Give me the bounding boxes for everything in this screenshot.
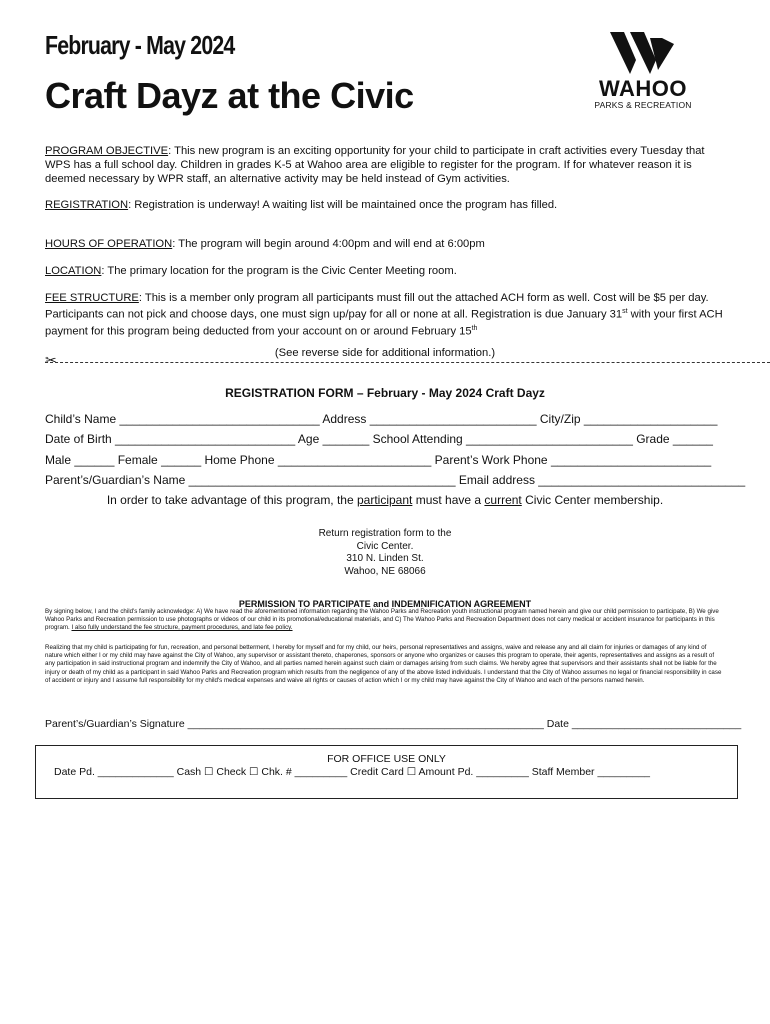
membership-participant: participant (357, 493, 413, 507)
registration-text: : Registration is underway! A waiting list will be maintained once the program has filled. (128, 199, 558, 211)
fee-sup-2: th (471, 324, 478, 332)
permission-para-1 (45, 608, 725, 633)
office-use-box (35, 745, 738, 799)
objective-text: : This new program is an exciting opportunity for your child to participate in craft activities every Tuesday that WPS has a full school day. Children in grades K-5 at Wahoo area are eligible to register for the program. If for whatever reason it is deemed necessary by WPR staff, an alternative activity may be held instead of Gym activities. (45, 145, 705, 185)
hours-label: HOURS OF OPERATION (45, 238, 173, 250)
hours-section (45, 237, 725, 251)
registration-section (45, 198, 725, 212)
location-label: LOCATION (45, 265, 102, 277)
wahoo-logo (588, 30, 698, 112)
permission-para-1-underlined: I also fully understand the fee structure, payment procedures, and late fee policy. (71, 624, 293, 632)
registration-label: REGISTRATION (45, 199, 129, 211)
hours-text: : The program will begin around 4:00pm and will end at 6:00pm (172, 238, 485, 250)
location-section (45, 264, 725, 278)
return-address-line1: Return registration form to the (318, 528, 452, 539)
permission-title: PERMISSION TO PARTICIPATE and INDEMNIFICATION AGREEMENT (238, 599, 532, 609)
office-use-row: Date Pd. _____________ Cash ☐ Check ☐ Chk. # _________ Credit Card ☐ Amount Pd. _________ Staff Member _________ (54, 766, 651, 778)
form-line-dob-school[interactable]: Date of Birth ___________________________ Age _______ School Attending _________________________ Grade ______ (45, 432, 713, 446)
fee-text-1: : This is a member only program all participants must fill out the attached ACH form as well. Cost will be $5 per day. Participants can not pick and choose days, one must sign up/pay for all or none at all. Registration is due January 31 (45, 292, 709, 321)
return-address (45, 528, 725, 578)
cut-line (45, 362, 770, 363)
reverse-side-note: (See reverse side for additional information.) (274, 347, 496, 359)
logo-subtitle: PARKS & RECREATION (594, 100, 692, 110)
return-address-line3: 310 N. Linden St. (346, 553, 424, 564)
membership-note (45, 493, 725, 507)
fee-section (45, 291, 725, 338)
return-address-line2: Civic Center. (356, 540, 414, 552)
page-title: Craft Dayz at the Civic (45, 75, 414, 116)
fee-label: FEE STRUCTURE (45, 292, 139, 304)
office-use-title: FOR OFFICE USE ONLY (327, 753, 446, 765)
date-range-heading: February - May 2024 (45, 30, 235, 60)
return-address-line4: Wahoo, NE 68066 (344, 565, 426, 577)
form-line-gender-phone[interactable]: Male ______ Female ______ Home Phone _______________________ Parent’s Work Phone ________________________ (45, 453, 712, 467)
wahoo-w-icon (588, 30, 698, 76)
membership-pre: In order to take advantage of this program, the (106, 493, 357, 507)
membership-post: Civic Center membership. (521, 493, 664, 507)
permission-para-1-text: By signing below, I and the child's family acknowledge: A) We have read the aforementioned information regarding the Wahoo Parks and Recreation youth instructional program named herein and give our child permission to participate, B) We give Wahoo Parks and Recreation permission to use photographs or videos of our child in its promotional/educational materials, and C) The Wahoo Parks and Recreation Department does not carry medical or accident insurance for participants in this program. (45, 608, 719, 632)
logo-name: WAHOO (598, 76, 688, 101)
fee-sup-1: st (622, 308, 628, 315)
permission-para-2: Realizing that my child is participating for fun, recreation, and personal betterment, I hereby for myself and for my child, our heirs, personal representatives and assigns, waive and release any and all claim for injuries or damages of any kind of nature which either I or my child may have against the City of Wahoo, any supervisor or assistant thereto, chaperones, sponsors or anyone who organizes or causes this program to operate, their agents, representatives and assigns as a result of any participation in said instructional program and indemnify the City of Wahoo, and all parties named herein against such claim or damages arising from such claims. We hereby agree that supervisors and their assistants shall not be liable for the injury or death of my child as a participant in said Wahoo Parks and Recreation program which results from the negligence of any of the above listed individuals. I understand that the City of Wahoo assumes no legal or financial responsibility in case of accident or injury and I assume full responsibility for my child's medical expenses and waive all rights or causes of action which I or my child may have against the City of Wahoo and each of the persons named herein. (45, 644, 722, 684)
program-objective (45, 144, 725, 186)
membership-mid: must have a (412, 493, 485, 507)
membership-current: current (484, 493, 522, 507)
location-text: : The primary location for the program is the Civic Center Meeting room. (101, 265, 457, 277)
form-line-guardian-email[interactable]: Parent’s/Guardian’s Name ________________________________________ Email address _______________________________ (45, 473, 746, 487)
scissors-icon: ✂ (45, 352, 57, 368)
fee-text-2: with your first ACH payment for this program being deducted from your account on or around February 15 (45, 308, 723, 338)
registration-form-title: REGISTRATION FORM – February - May 2024 Craft Dayz (225, 386, 545, 400)
form-line-child-address[interactable]: Child’s Name ______________________________ Address _________________________ City/Zip ____________________ (45, 412, 718, 426)
signature-line[interactable]: Parent’s/Guardian’s Signature _____________________________________________________________ Date _____________________________ (45, 718, 742, 730)
objective-label: PROGRAM OBJECTIVE (45, 145, 169, 157)
